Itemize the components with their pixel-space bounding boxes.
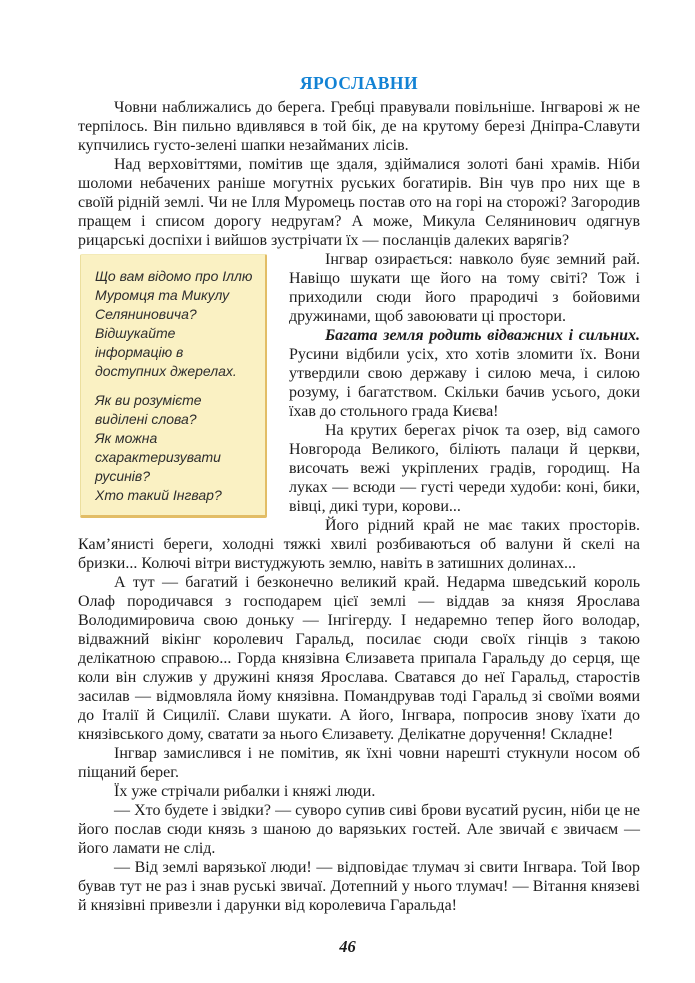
note-question-highlighted-words: Як ви розумієте виділені слова? xyxy=(95,392,202,427)
paragraph-earthly-paradise: Інгвар озирається: навколо буяє земний рай. Навіщо шукати ще його на тому світі? Тож і приходили сюди його прародичі з бойовими дружинами, щоб завоювати ці простори. xyxy=(289,251,640,325)
highlighted-phrase: Багата земля родить відважних і сильних. xyxy=(325,327,640,344)
paragraph-harald: А тут — багатий і безконечно великий край. Недарма шведський король Олаф породичався з господарем цієї землі — віддав за князя Ярослава Володимировича свою доньку — Інгігерду. І недаремно тепер його володар, відважний вікінг королевич Гаральд, посилає сюди своїх гінців з такою делікатною справою... Горда князівна Єлизавета припала Гаральду до серця, ще коли він служив у дружині князя Ярослава. Сватався до неї Гаральд, старостів засилав — відмовляла йому князівна. Помандрував тоді Гаральд зі своїми воями до Італії й Сицилії. Слави шукати. А його, Інгвара, попросив знову їхати до князівського дому, сватати за нього Єлизавету. Делікатне доручення! Складне! xyxy=(78,574,640,743)
paragraph-steep-banks: На крутих берегах річок та озер, від самого Новгорода Великого, біліють палаци й церкви, височать вежі укріплених градів, городищ. На луках — всюди — густі череди худоби: коні, бики, вівці, дикі тури, корови... xyxy=(289,422,640,515)
note-question-ingvar: Хто такий Інгвар? xyxy=(95,487,222,503)
paragraph-greeting: Їх уже стрічали рибалки і княжі люди. xyxy=(114,783,376,800)
dialog-varangian-people: — Від землі варязької люди! — відповідає тлумач зі свити Інгвара. Той Івор бував тут не раз і знав руські звичаї. Дотепний у нього тлумач! — Вітання князеві й князівні привезли і дарунки від королевича Гаральда! xyxy=(78,859,640,914)
page-number: 46 xyxy=(339,937,356,956)
note-question-rusyns: Як можна схарактеризувати русинів? xyxy=(95,430,221,484)
page-title: ЯРОСЛАВНИ xyxy=(299,73,419,93)
paragraph-rich-land-rest: Русини відбили усіх, хто хотів зломити їх. Вони утвердили свою державу і силою меча, і силою розуму, і багатством. Скільки бачив усього, доки їхав до стольного града Києва! xyxy=(289,346,640,420)
note-question-sources: Що вам відомо про Іллю Муромця та Микулу Селяниновича? Відшукайте інформацію в доступних джерелах. xyxy=(95,268,253,379)
paragraph-boats: Човни наближались до берега. Гребці правували повільніше. Інгварові ж не терпілось. Він пильно вдивлявся в той бік, де на крутому березі Дніпра-Славути купчились густо-зелені шапки незайманих лісів. xyxy=(78,99,640,154)
paragraph-domes: Над верховіттями, помітив ще здаля, здіймалися золоті бані храмів. Ніби шоломи небачених раніше могутніх руських богатирів. Він чув про них ще в своїй рідній землі. Чи не Ілля Муромець постав ото на горі на сторожі? Загородив пращем і списом дорогу недругам? А може, Микула Селянинович одягнув рицарські доспіхи і вийшов зустрічати їх — посланців далеких варягів? xyxy=(78,156,640,249)
question-note-box xyxy=(80,254,267,518)
paragraph-boats-landed: Інгвар замислився і не помітив, як їхні човни нарешті стукнули носом об піщаний берег. xyxy=(78,745,640,781)
paragraph-native-land: Його рідний край не має таких просторів. Кам’янисті береги, холодні тяжкі хвилі розбиваються об валуни й скелі на бризки... Колючі вітри вистуджують землю, навіть в затишних долинах... xyxy=(78,517,640,572)
dialog-who-are-you: — Хто будете і звідки? — суворо супив сиві брови вусатий русин, ніби це не його послав сюди князь з шаною до варязьких гостей. Але звичай є звичаєм — його ламати не слід. xyxy=(78,802,640,857)
